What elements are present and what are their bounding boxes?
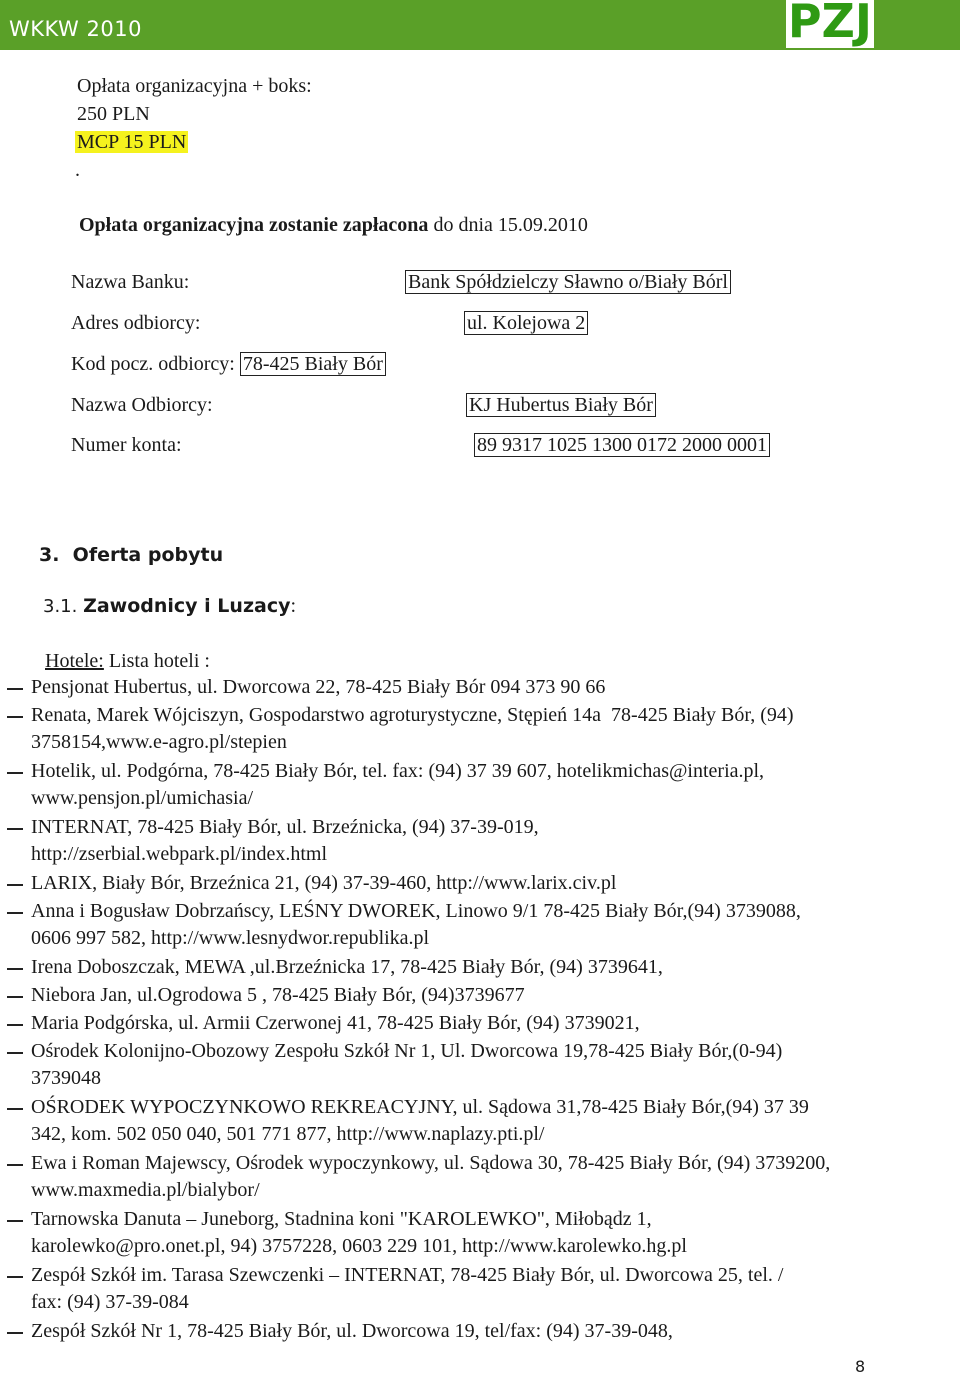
account-value [474,433,770,457]
list-item-line: INTERNAT, 78-425 Biały Bór, ul. Brzeźnicka, (94) 37-39-019, [31,816,539,838]
fee-line-2: 250 PLN [77,103,150,125]
postcode-label: Kod pocz. odbiorcy: [71,353,235,375]
bank-name-box: Bank Spółdzielczy Sławno o/Biały Bórl [405,270,731,294]
section-3-heading: 3. Oferta pobytu [39,544,224,566]
list-item-line: karolewko@pro.onet.pl, 94) 3757228, 0603 229 101, http://www.karolewko.hg.pl [31,1235,687,1257]
payment-deadline [79,213,588,237]
list-item-line: LARIX, Biały Bór, Brzeźnica 21, (94) 37-39-460, http://www.larix.civ.pl [31,872,617,894]
hotels-underlined-label: Hotele: [45,650,104,672]
page-number: 8 [855,1357,866,1376]
dash-bullet-icon [7,996,23,998]
list-item-line: Ewa i Roman Majewscy, Ośrodek wypoczynkowy, ul. Sądowa 30, 78-425 Biały Bór, (94) 3739200, [31,1152,831,1174]
list-item-line: Irena Doboszczak, MEWA ,ul.Brzeźnicka 17, 78-425 Biały Bór, (94) 3739641, [31,956,663,978]
list-item-line: Hotelik, ul. Podgórna, 78-425 Biały Bór, tel. fax: (94) 37 39 607, hotelikmichas@interia.pl, [31,760,765,782]
section-3-1-title: Zawodnicy i Luzacy [83,595,291,617]
list-item-line: Anna i Bogusław Dobrzańscy, LEŚNY DWOREK, Linowo 9/1 78-425 Biały Bór,(94) 3739088, [31,900,801,922]
section-3-1-number: 3.1. [43,596,84,617]
dash-bullet-icon [7,1052,23,1054]
dash-bullet-icon [7,1332,23,1334]
fee-mcp-highlight: MCP 15 PLN [77,131,187,153]
recipient-box: KJ Hubertus Biały Bór [466,393,656,417]
bank-name-value [405,270,731,294]
account-label: Numer konta: [71,434,182,456]
list-item-line: Maria Podgórska, ul. Armii Czerwonej 41, 78-425 Biały Bór, (94) 3739021, [31,1012,640,1034]
deadline-rest-text: do dnia 15.09.2010 [428,214,588,236]
postcode-row [71,352,386,376]
dash-bullet-icon [7,912,23,914]
dash-bullet-icon [7,828,23,830]
list-item-line: 3758154,www.e-agro.pl/stepien [31,731,287,753]
list-item-line: 3739048 [31,1067,101,1089]
list-item-line: www.maxmedia.pl/bialybor/ [31,1179,260,1201]
list-item-line: www.pensjon.pl/umichasia/ [31,787,254,809]
deadline-bold-text: Opłata organizacyjna zostanie zapłacona [79,214,429,236]
list-item-line: Zespół Szkół im. Tarasa Szewczenki – INTERNAT, 78-425 Biały Bór, ul. Dworcowa 25, tel. / [31,1264,784,1286]
address-label: Adres odbiorcy: [71,312,201,334]
dash-bullet-icon [7,1164,23,1166]
fee-line-4: . [75,159,80,181]
dash-bullet-icon [7,1220,23,1222]
dash-bullet-icon [7,1276,23,1278]
list-item-line: Zespół Szkół Nr 1, 78-425 Biały Bór, ul. Dworcowa 19, tel/fax: (94) 37-39-048, [31,1320,673,1342]
address-value [464,311,588,335]
section-3-1-heading [43,594,296,619]
list-item-line: 0606 997 582, http://www.lesnydwor.republika.pl [31,927,430,949]
account-box: 89 9317 1025 1300 0172 2000 0001 [474,433,770,457]
dash-bullet-icon [7,1108,23,1110]
postcode-box: 78-425 Biały Bór [240,352,386,376]
address-box: ul. Kolejowa 2 [464,311,588,335]
dash-bullet-icon [7,716,23,718]
list-item-line: 342, kom. 502 050 040, 501 771 877, http://www.naplazy.pti.pl/ [31,1123,545,1145]
dash-bullet-icon [7,1024,23,1026]
list-item-line: Tarnowska Danuta – Juneborg, Stadnina koni "KAROLEWKO", Miłobądz 1, [31,1208,652,1230]
dash-bullet-icon [7,884,23,886]
list-item-line: http://zserbial.webpark.pl/index.html [31,843,328,865]
header-left-title: WKKW 2010 [9,17,142,41]
fee-line-3 [75,130,188,154]
bank-name-label: Nazwa Banku: [71,271,190,293]
list-item-line: Renata, Marek Wójciszyn, Gospodarstwo agroturystyczne, Stępień 14a 78-425 Biały Bór, (94) [31,704,794,726]
hotels-heading [45,649,210,673]
recipient-value [466,393,656,417]
recipient-label: Nazwa Odbiorcy: [71,394,213,416]
dash-bullet-icon [7,688,23,690]
page-header-bar [0,0,960,50]
list-item-line: OŚRODEK WYPOCZYNKOWO REKREACYJNY, ul. Sądowa 31,78-425 Biały Bór,(94) 37 39 [31,1096,809,1118]
list-item-line: Ośrodek Kolonijno-Obozowy Zespołu Szkół Nr 1, Ul. Dworcowa 19,78-425 Biały Bór,(0-94) [31,1040,783,1062]
list-item-line: Niebora Jan, ul.Ogrodowa 5 , 78-425 Biały Bór, (94)3739677 [31,984,525,1006]
dash-bullet-icon [7,968,23,970]
fee-line-1: Opłata organizacyjna + boks: [77,75,312,97]
header-logo-pzj: PZJ [786,0,874,48]
hotels-list-label: Lista hoteli : [103,650,210,672]
list-item-line: Pensjonat Hubertus, ul. Dworcowa 22, 78-425 Biały Bór 094 373 90 66 [31,676,606,698]
list-item-line: fax: (94) 37-39-084 [31,1291,189,1313]
dash-bullet-icon [7,772,23,774]
section-3-1-colon: : [290,595,297,617]
